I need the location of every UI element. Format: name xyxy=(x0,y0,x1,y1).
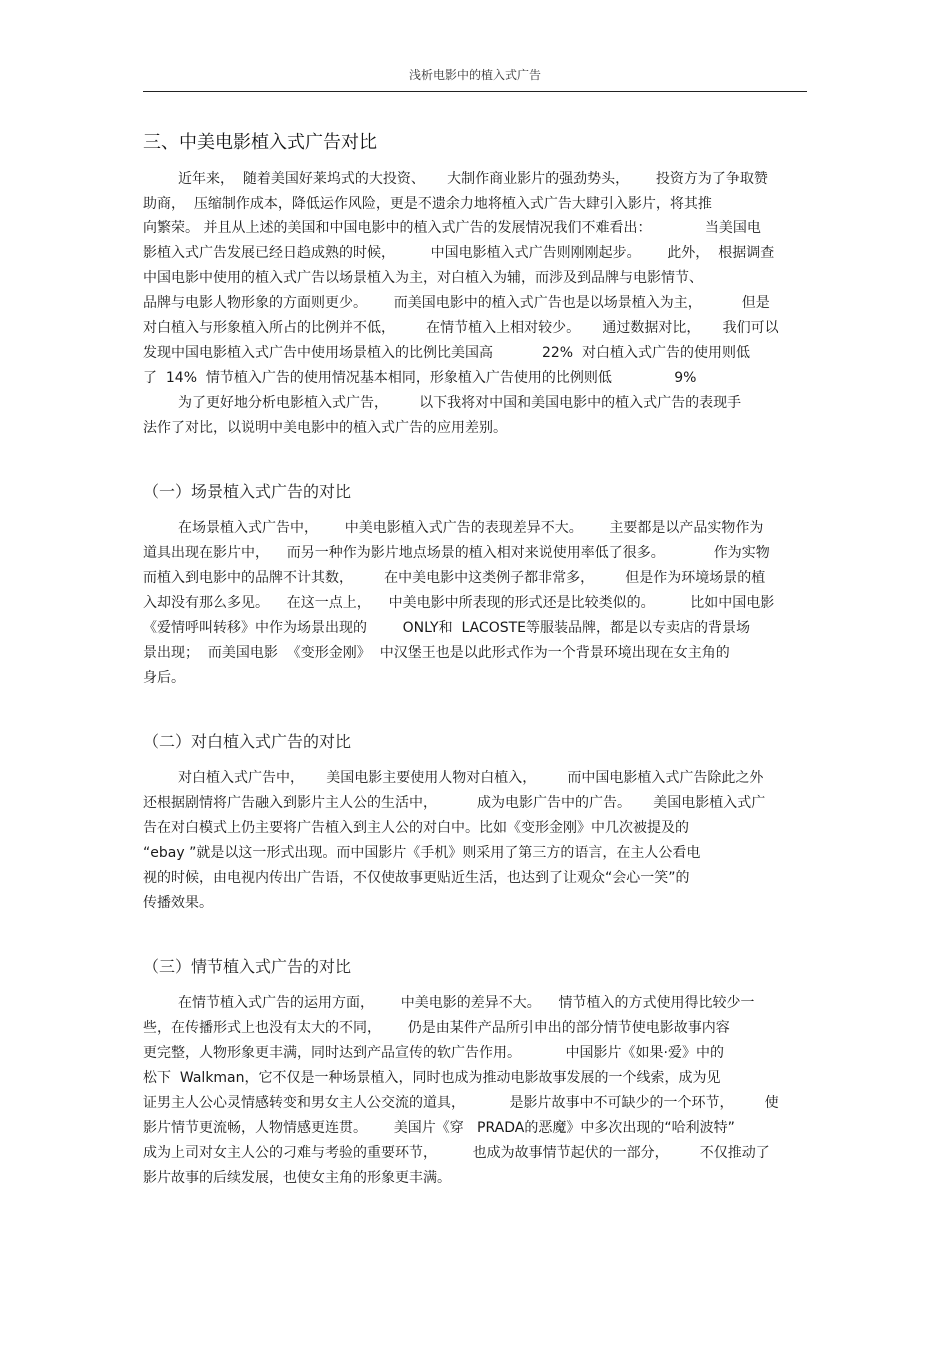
paragraph-line: 证男主人公心灵情感转变和男女主人公交流的道具， 是影片故事中不可缺少的一个环节， 使 xyxy=(143,1095,779,1111)
paragraph-line: 在场景植入式广告中， 中美电影植入式广告的表现差异不大。 主要都是以产品实物作为 xyxy=(178,520,764,536)
paragraph-line: 为了更好地分析电影植入式广告， 以下我将对中国和美国电影中的植入式广告的表现手 xyxy=(178,395,742,411)
paragraph-line: 传播效果。 xyxy=(143,895,213,911)
paragraph-line: 在情节植入式广告的运用方面， 中美电影的差异不大。 情节植入的方式使用得比较少一 xyxy=(178,995,755,1011)
paragraph-line: 对白植入式广告中， 美国电影主要使用人物对白植入， 而中国电影植入式广告除此之外 xyxy=(178,770,764,786)
paragraph-line: 景出现； 而美国电影 《变形金刚》 中汉堡王也是以此形式作为一个背景环境出现在女主角的 xyxy=(143,645,730,661)
paragraph-line: 入却没有那么多见。 在这一点上， 中美电影中所表现的形式还是比较类似的。 比如中国电影 xyxy=(143,595,775,611)
paragraph-line: 身后。 xyxy=(143,670,185,686)
paragraph-line: 还根据剧情将广告融入到影片主人公的生活中， 成为电影广告中的广告。 美国电影植入式广 xyxy=(143,795,766,811)
paragraph-line: 视的时候，由电视内传出广告语，不仅使故事更贴近生活，也达到了让观众“会心一笑”的 xyxy=(143,870,690,886)
paragraph-line: 《爱情呼叫转移》中作为场景出现的 ONLY和 LACOSTE等服装品牌，都是以专卖店的背景场 xyxy=(143,620,751,636)
subsection-title-scene: （一）场景植入式广告的对比 xyxy=(143,482,352,501)
subsection-title-plot: （三）情节植入式广告的对比 xyxy=(143,957,352,976)
paragraph-line: 影植入式广告发展已经日趋成熟的时候， 中国电影植入式广告则刚刚起步。 此外， 根据调查 xyxy=(143,245,775,261)
paragraph-line: 松下 Walkman，它不仅是一种场景植入，同时也成为推动电影故事发展的一个线索，成为见 xyxy=(143,1070,721,1086)
paragraph-line: 对白植入与形象植入所占的比例并不低， 在情节植入上相对较少。 通过数据对比， 我们可以 xyxy=(143,320,779,336)
paragraph-line: 近年来， 随着美国好莱坞式的大投资、 大制作商业影片的强劲势头， 投资方为了争取赞 xyxy=(178,171,768,187)
paragraph-line: 法作了对比，以说明中美电影中的植入式广告的应用差别。 xyxy=(143,420,507,436)
paragraph-line: 影片情节更流畅，人物情感更连贯。 美国片《穿 PRADA的恶魔》中多次出现的“哈利波特” xyxy=(143,1120,735,1136)
paragraph-line: 更完整，人物形象更丰满，同时达到产品宣传的软广告作用。 中国影片《如果·爱》中的 xyxy=(143,1045,724,1061)
running-header: 浅析电影中的植入式广告 xyxy=(408,68,541,82)
paragraph-line: 道具出现在影片中， 而另一种作为影片地点场景的植入相对来说使用率低了很多。 作为实物 xyxy=(143,545,770,561)
paragraph-line: 品牌与电影人物形象的方面则更少。 而美国电影中的植入式广告也是以场景植入为主， 但是 xyxy=(143,295,770,311)
paragraph-line: 些，在传播形式上也没有太大的不同， 仍是由某件产品所引申出的部分情节使电影故事内容 xyxy=(143,1020,730,1036)
section-title: 三、中美电影植入式广告对比 xyxy=(143,132,377,153)
paragraph-line: 向繁荣。 并且从上述的美国和中国电影中的植入式广告的发展情况我们不难看出： 当美国电 xyxy=(143,220,761,236)
paragraph-line: 中国电影中使用的植入式广告以场景植入为主，对白植入为辅，而涉及到品牌与电影情节、 xyxy=(143,270,703,286)
paragraph-line: 影片故事的后续发展，也使女主角的形象更丰满。 xyxy=(143,1170,451,1186)
subsection-title-dialogue: （二）对白植入式广告的对比 xyxy=(143,732,352,751)
paragraph-line: 了 14% 情节植入广告的使用情况基本相同，形象植入广告使用的比例则低 9% xyxy=(143,370,697,386)
paragraph-line: “ebay ”就是以这一形式出现。而中国影片《手机》则采用了第三方的语言，在主人公看电 xyxy=(143,845,701,861)
paragraph-line: 告在对白模式上仍主要将广告植入到主人公的对白中。比如《变形金刚》中几次被提及的 xyxy=(143,820,689,836)
paragraph-line: 发现中国电影植入式广告中使用场景植入的比例比美国高 22% 对白植入式广告的使用则低 xyxy=(143,345,750,361)
paragraph-line: 成为上司对女主人公的刁难与考验的重要环节， 也成为故事情节起伏的一部分， 不仅推动了 xyxy=(143,1145,770,1161)
paragraph-line: 助商， 压缩制作成本，降低运作风险，更是不遗余力地将植入式广告大肆引入影片，将其推 xyxy=(143,196,712,212)
header-rule xyxy=(143,91,807,92)
paragraph-line: 而植入到电影中的品牌不计其数， 在中美电影中这类例子都非常多， 但是作为环境场景的植 xyxy=(143,570,766,586)
